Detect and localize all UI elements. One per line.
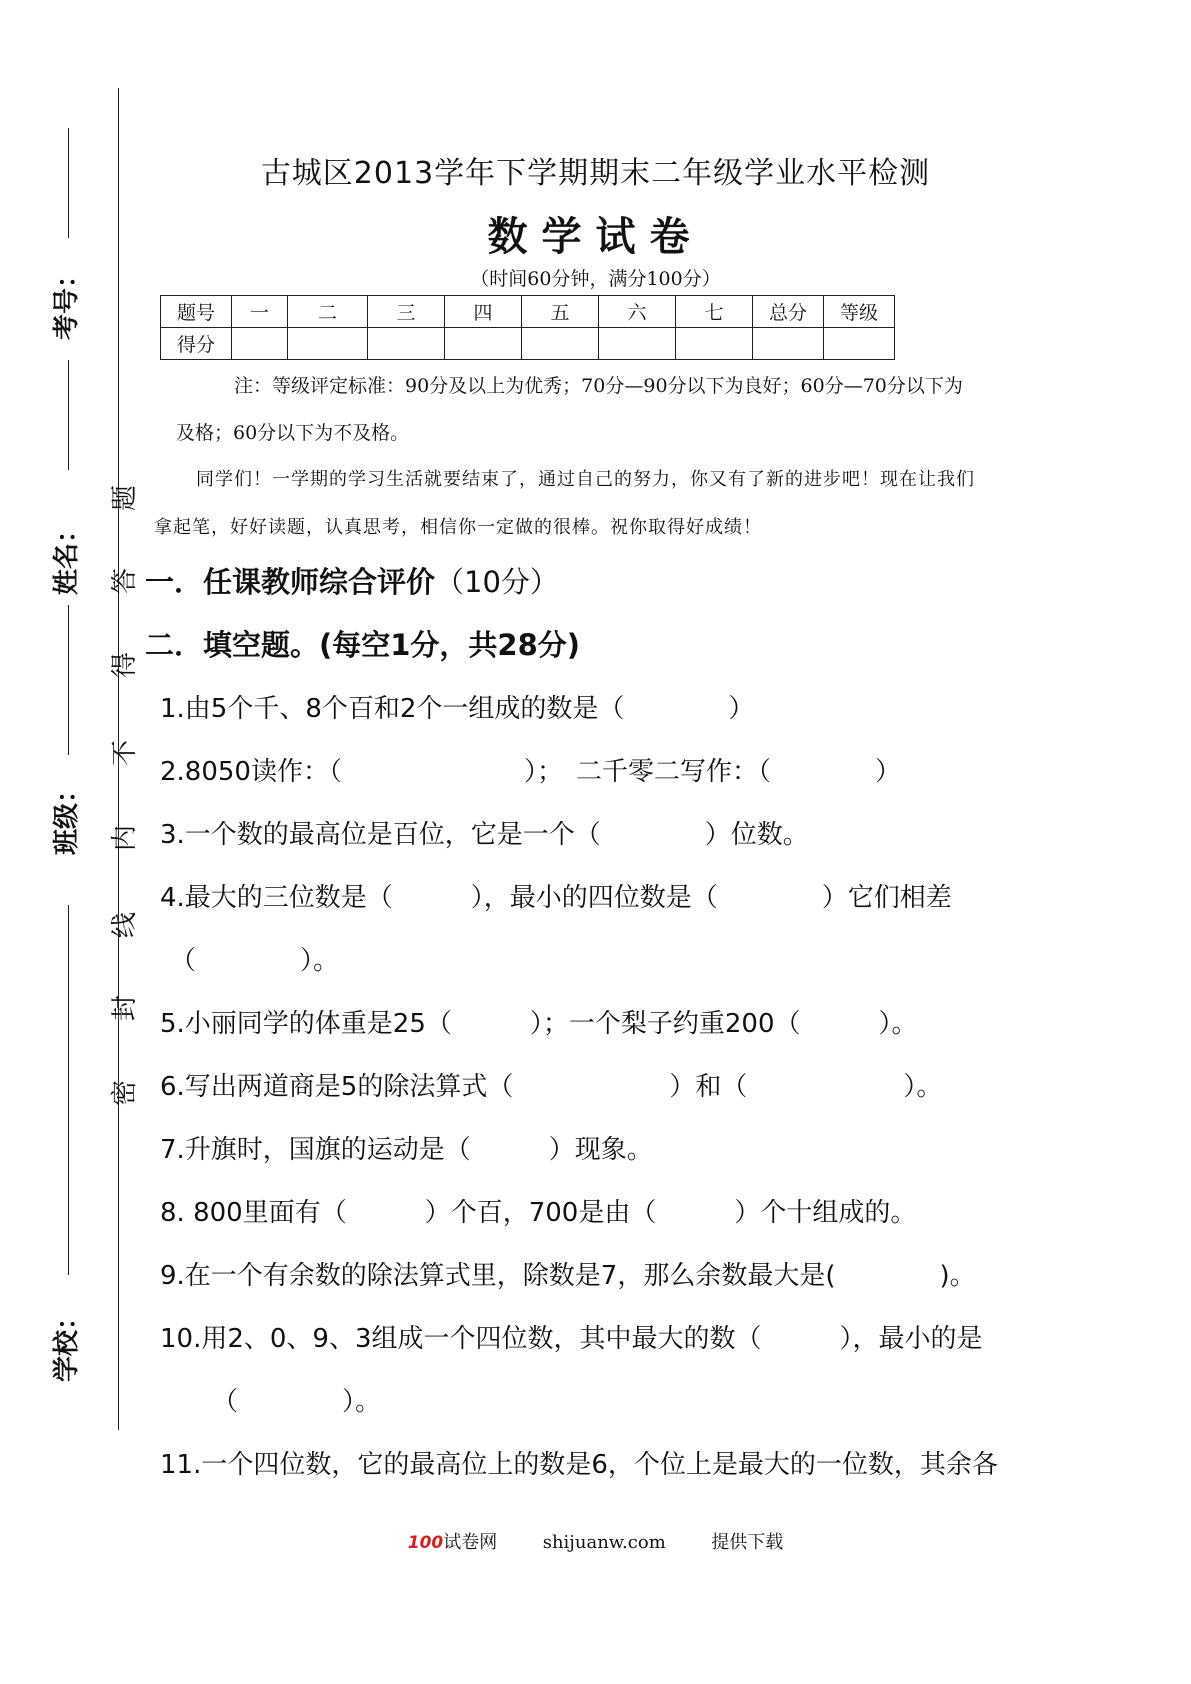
site-logo-100: 100 [407, 1533, 444, 1553]
seal-char-feng: 封 [110, 994, 141, 1022]
download-text: 提供下载 [711, 1532, 784, 1553]
grading-note-line-2: 及格；60分以下为不及格。 [176, 422, 410, 444]
score-input-cell[interactable] [288, 328, 368, 360]
class-label: 班级： [52, 776, 82, 855]
seal-char-ti: 题 [110, 484, 141, 512]
footer [0, 1528, 1191, 1554]
grading-note-line-1: 注：等级评定标准：90分及以上为优秀；70分—90分以下为良好；60分—70分以下为 [234, 375, 963, 397]
score-input-cell[interactable] [753, 328, 824, 360]
school-title: 古城区2013学年下学期期末二年级学业水平检测 [260, 156, 931, 191]
score-table-cell: 总分 [753, 296, 824, 328]
margin-line-2 [68, 360, 69, 470]
score-input-cell[interactable] [445, 328, 522, 360]
seal-char-bu: 不 [110, 739, 141, 767]
question-7: 7.升旗时，国旗的运动是（ ）现象。 [160, 1135, 653, 1165]
score-table-header-row [161, 296, 895, 328]
question-1: 1.由5个千、8个百和2个一组成的数是（ ） [160, 694, 755, 724]
site-name: 试卷网 [443, 1532, 498, 1553]
margin-line-4 [68, 905, 69, 1275]
name-label: 姓名： [52, 516, 82, 595]
section-1-title: 一．任课教师综合评价 [145, 565, 436, 599]
section-1-heading [145, 560, 559, 601]
school-label: 学校： [52, 1303, 82, 1382]
score-table-cell: 三 [368, 296, 445, 328]
score-table-cell: 六 [599, 296, 676, 328]
score-table-cell: 七 [676, 296, 753, 328]
question-10-continued: （ ）。 [212, 1387, 382, 1417]
score-input-cell[interactable] [824, 328, 895, 360]
score-table [160, 295, 895, 360]
exam-info: （时间60分钟，满分100分） [470, 268, 721, 290]
paper-title: 数学试卷 [487, 214, 704, 260]
score-input-cell[interactable] [676, 328, 753, 360]
score-input-cell[interactable] [368, 328, 445, 360]
score-table-cell: 等级 [824, 296, 895, 328]
question-6: 6.写出两道商是5的除法算式（ ）和（ ）。 [160, 1072, 943, 1102]
score-table-cell: 二 [288, 296, 368, 328]
question-11: 11.一个四位数，它的最高位上的数是6，个位上是最大的一位数，其余各 [160, 1450, 998, 1480]
seal-char-mi: 密 [110, 1079, 141, 1107]
seal-char-de: 得 [110, 651, 141, 679]
score-table-cell: 一 [232, 296, 288, 328]
score-input-cell[interactable] [599, 328, 676, 360]
question-10: 10.用2、0、9、3组成一个四位数，其中最大的数（ ），最小的是 [160, 1324, 983, 1354]
question-5: 5.小丽同学的体重是25（ ）；一个梨子约重200（ ）。 [160, 1009, 918, 1039]
score-input-cell[interactable] [232, 328, 288, 360]
question-4: 4.最大的三位数是（ ），最小的四位数是（ ）它们相差 [160, 883, 952, 913]
section-2-heading: 二．填空题。(每空1分，共28分) [145, 628, 581, 662]
greeting-line-1: 同学们！一学期的学习生活就要结束了，通过自己的努力，你又有了新的进步吧！现在让我们 [196, 469, 975, 490]
score-table-cell: 四 [445, 296, 522, 328]
score-table-cell: 五 [522, 296, 599, 328]
greeting-line-2: 拿起笔，好好读题，认真思考，相信你一定做的很棒。祝你取得好成绩！ [154, 517, 762, 538]
seal-char-da: 答 [110, 567, 141, 595]
site-domain-link[interactable]: shijuanw.com [542, 1532, 666, 1553]
score-input-cell[interactable] [522, 328, 599, 360]
exam-number-label: 考号： [52, 261, 82, 340]
question-2: 2.8050读作：（ ）； 二千零二写作：（ ） [160, 757, 901, 787]
question-3: 3.一个数的最高位是百位，它是一个（ ）位数。 [160, 820, 809, 850]
seal-char-xian: 线 [110, 911, 141, 939]
score-table-score-row [161, 328, 895, 360]
seal-char-nei: 内 [110, 824, 141, 852]
question-9: 9.在一个有余数的除法算式里，除数是7，那么余数最大是( )。 [160, 1261, 976, 1291]
question-8: 8. 800里面有（ ）个百，700是由（ ）个十组成的。 [160, 1198, 917, 1228]
question-4-continued: （ ）。 [170, 946, 340, 976]
margin-line-3 [68, 605, 69, 755]
score-table-cell: 得分 [161, 328, 232, 360]
score-table-cell: 题号 [161, 296, 232, 328]
section-1-points: （10分） [435, 565, 559, 599]
